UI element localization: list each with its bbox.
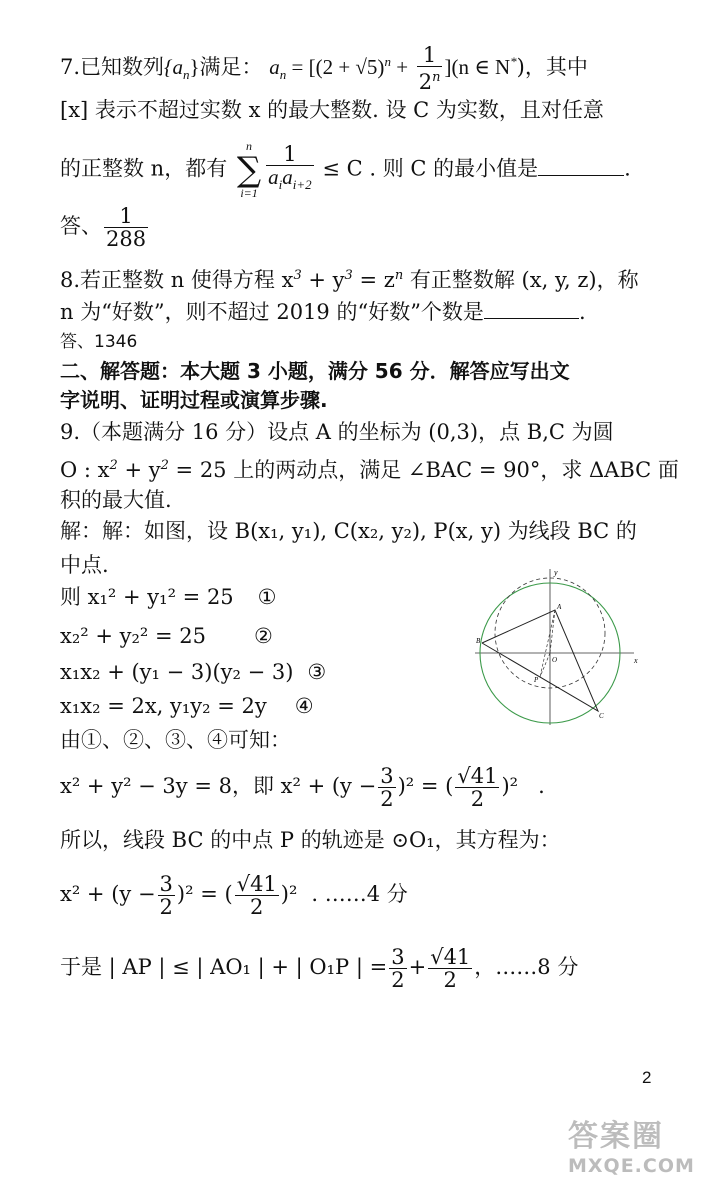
q8-answer-blank: [484, 318, 579, 319]
q9-result-3: 于是 | AP | ≤ | AO₁ | + | O₁P | = $\frac{3}{2}$ + $\frac{√41}{2}$ ，……8 分: [60, 945, 579, 992]
point-o-label: O: [552, 656, 558, 664]
q7-seq: $\{a_n\}$: [164, 55, 200, 83]
segment-ao: [550, 610, 555, 653]
q9-from-line: 由①、②、③、④可知：: [60, 728, 291, 752]
point-p-label: P: [534, 676, 539, 684]
q8-line-2: n 为“好数”，则不超过 2019 的“好数”个数是 .: [60, 300, 586, 324]
q8-answer: 答、1346: [60, 332, 138, 352]
q7-line-3: 的正整数 n，都有 n ∑ i=1 $\frac{1}{a_ia_{i+2}}$ ≤ C . 则 C 的最小值是 .: [60, 139, 631, 200]
q9-equation-3: x₁x₂ + (y₁ − 3)(y₂ − 3) ③: [60, 660, 327, 684]
q7-summation: n ∑ i=1: [236, 139, 262, 200]
q7-sum-fraction: $\frac{1}{a_ia_{i+2}}$: [266, 143, 314, 196]
section-2-heading-line-2: 字说明、证明过程或演算步骤.: [60, 388, 328, 412]
q7-line-1: 7.已知数列$\{a_n\}$满足： $a_n = [(2 + √5)^n$ + $\frac{1}{2^n}$ ](n ∈ N*)，其中: [60, 43, 588, 94]
q9-line-1: 9.（本题满分 16 分）设点 A 的坐标为 (0,3)，点 B,C 为圆: [60, 420, 614, 444]
q7-answer: 答、 $\frac{1}{288}$: [60, 204, 147, 251]
q9-result-1: x² + y² − 3y = 8，即 x² + (y − $\frac{3}{2}$ )² = ( $\frac{√41}{2}$ )² .: [60, 764, 545, 811]
q7-fraction: $\frac{1}{2^n}$: [418, 43, 441, 94]
q9-solution-line-1: 解：解：如图，设 B(x₁, y₁), C(x₂, y₂), P(x, y) 为线段 BC 的: [60, 519, 637, 543]
page-number: 2: [642, 1068, 652, 1087]
segment-op: [540, 653, 550, 677]
q7-intro: 7.已知数列: [60, 55, 165, 79]
section-2-heading-line-1: 二、解答题：本大题 3 小题，满分 56 分．解答应写出文: [60, 359, 570, 383]
q7-line-2: [x] 表示不超过实数 x 的最大整数. 设 C 为实数，且对任意: [60, 98, 604, 122]
q9-equation-4: x₁x₂ = 2x, y₁y₂ = 2y ④: [60, 694, 314, 718]
point-c-label: C: [599, 712, 604, 720]
q9-equation-2: x₂² + y₂² = 25 ②: [60, 624, 273, 648]
circle-diagram: [470, 565, 640, 730]
q9-line-2: O : $x^2 + y^2 = 25$ 上的两动点，满足 ∠BAC = 90°，求 ΔABC 面: [60, 458, 679, 482]
q7-answer-fraction: $\frac{1}{288}$: [106, 204, 147, 251]
q9-result-2: x² + (y − $\frac{3}{2}$ )² = ( $\frac{√41}{2}$ )² . ……4 分: [60, 872, 408, 919]
y-axis-label: y: [554, 568, 558, 577]
q9-locus-line: 所以，线段 BC 的中点 P 的轨迹是 ⊙O₁，其方程为：: [60, 828, 561, 852]
watermark-logo: 答案圈 MXQE.COM: [568, 1119, 695, 1177]
q9-line-3: 积的最大值.: [60, 488, 172, 512]
point-a-label: A: [557, 603, 562, 611]
triangle-abc: [482, 610, 598, 711]
q9-solution-line-2: 中点.: [60, 553, 109, 577]
point-b-label: B: [476, 637, 481, 645]
q7-formula: $a_n = [(2 + √5)^n$ +: [269, 54, 409, 83]
q8-line-1: 8.若正整数 n 使得方程 $x^3 + y^3 = z^n$ 有正整数解 (x, y, z)，称: [60, 268, 639, 292]
q9-equation-1: 则 x₁² + y₁² = 25 ①: [60, 585, 277, 609]
x-axis-label: x: [634, 656, 638, 665]
median-ap: [540, 610, 558, 677]
q7-answer-blank: [538, 175, 624, 176]
